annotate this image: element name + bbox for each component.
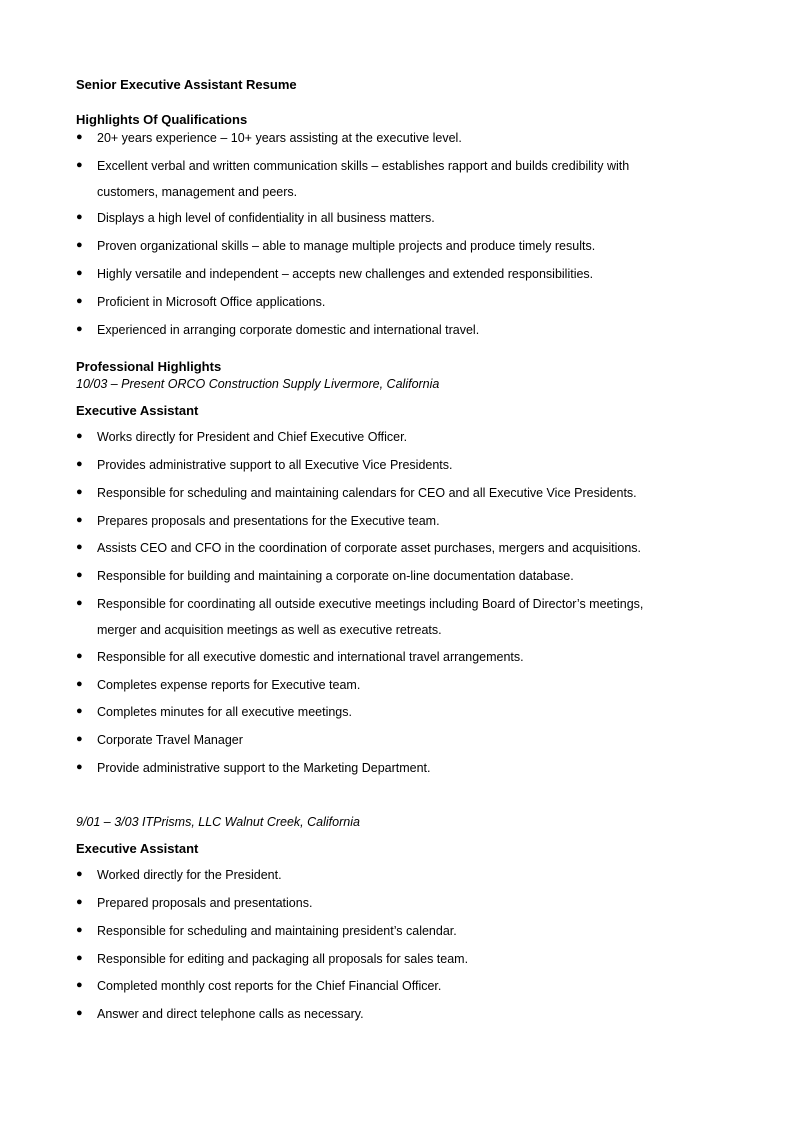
professional-heading: Professional Highlights (76, 359, 222, 374)
qualifications-heading: Highlights Of Qualifications (76, 112, 248, 127)
bullet-icon: ● (76, 267, 83, 279)
job-1-meta: 10/03 – Present ORCO Construction Supply Livermore, California (76, 377, 440, 391)
bullet-icon: ● (76, 514, 83, 526)
bullet-icon: ● (76, 650, 83, 662)
bullet-icon: ● (76, 1007, 83, 1019)
bullet-icon: ● (76, 323, 83, 335)
bullet-icon: ● (76, 896, 83, 908)
job-1-role: Executive Assistant (76, 403, 199, 418)
bullet-icon: ● (76, 541, 83, 553)
bullet-icon: ● (76, 868, 83, 880)
bullet-icon: ● (76, 569, 83, 581)
bullet-icon: ● (76, 979, 83, 991)
bullet-icon: ● (76, 486, 83, 498)
bullet-icon: ● (76, 597, 83, 609)
job-2-role: Executive Assistant (76, 841, 199, 856)
bullet-icon: ● (76, 952, 83, 964)
bullet-icon: ● (76, 761, 83, 773)
bullet-icon: ● (76, 131, 83, 143)
bullet-icon: ● (76, 239, 83, 251)
bullet-icon: ● (76, 924, 83, 936)
resume-title: Senior Executive Assistant Resume (76, 77, 297, 92)
bullet-icon: ● (76, 705, 83, 717)
bullet-icon: ● (76, 733, 83, 745)
bullet-icon: ● (76, 295, 83, 307)
job-2-meta: 9/01 – 3/03 ITPrisms, LLC Walnut Creek, California (76, 815, 360, 829)
bullet-icon: ● (76, 678, 83, 690)
bullet-icon: ● (76, 159, 83, 171)
bullet-icon: ● (76, 458, 83, 470)
bullet-icon: ● (76, 430, 83, 442)
bullet-icon: ● (76, 211, 83, 223)
